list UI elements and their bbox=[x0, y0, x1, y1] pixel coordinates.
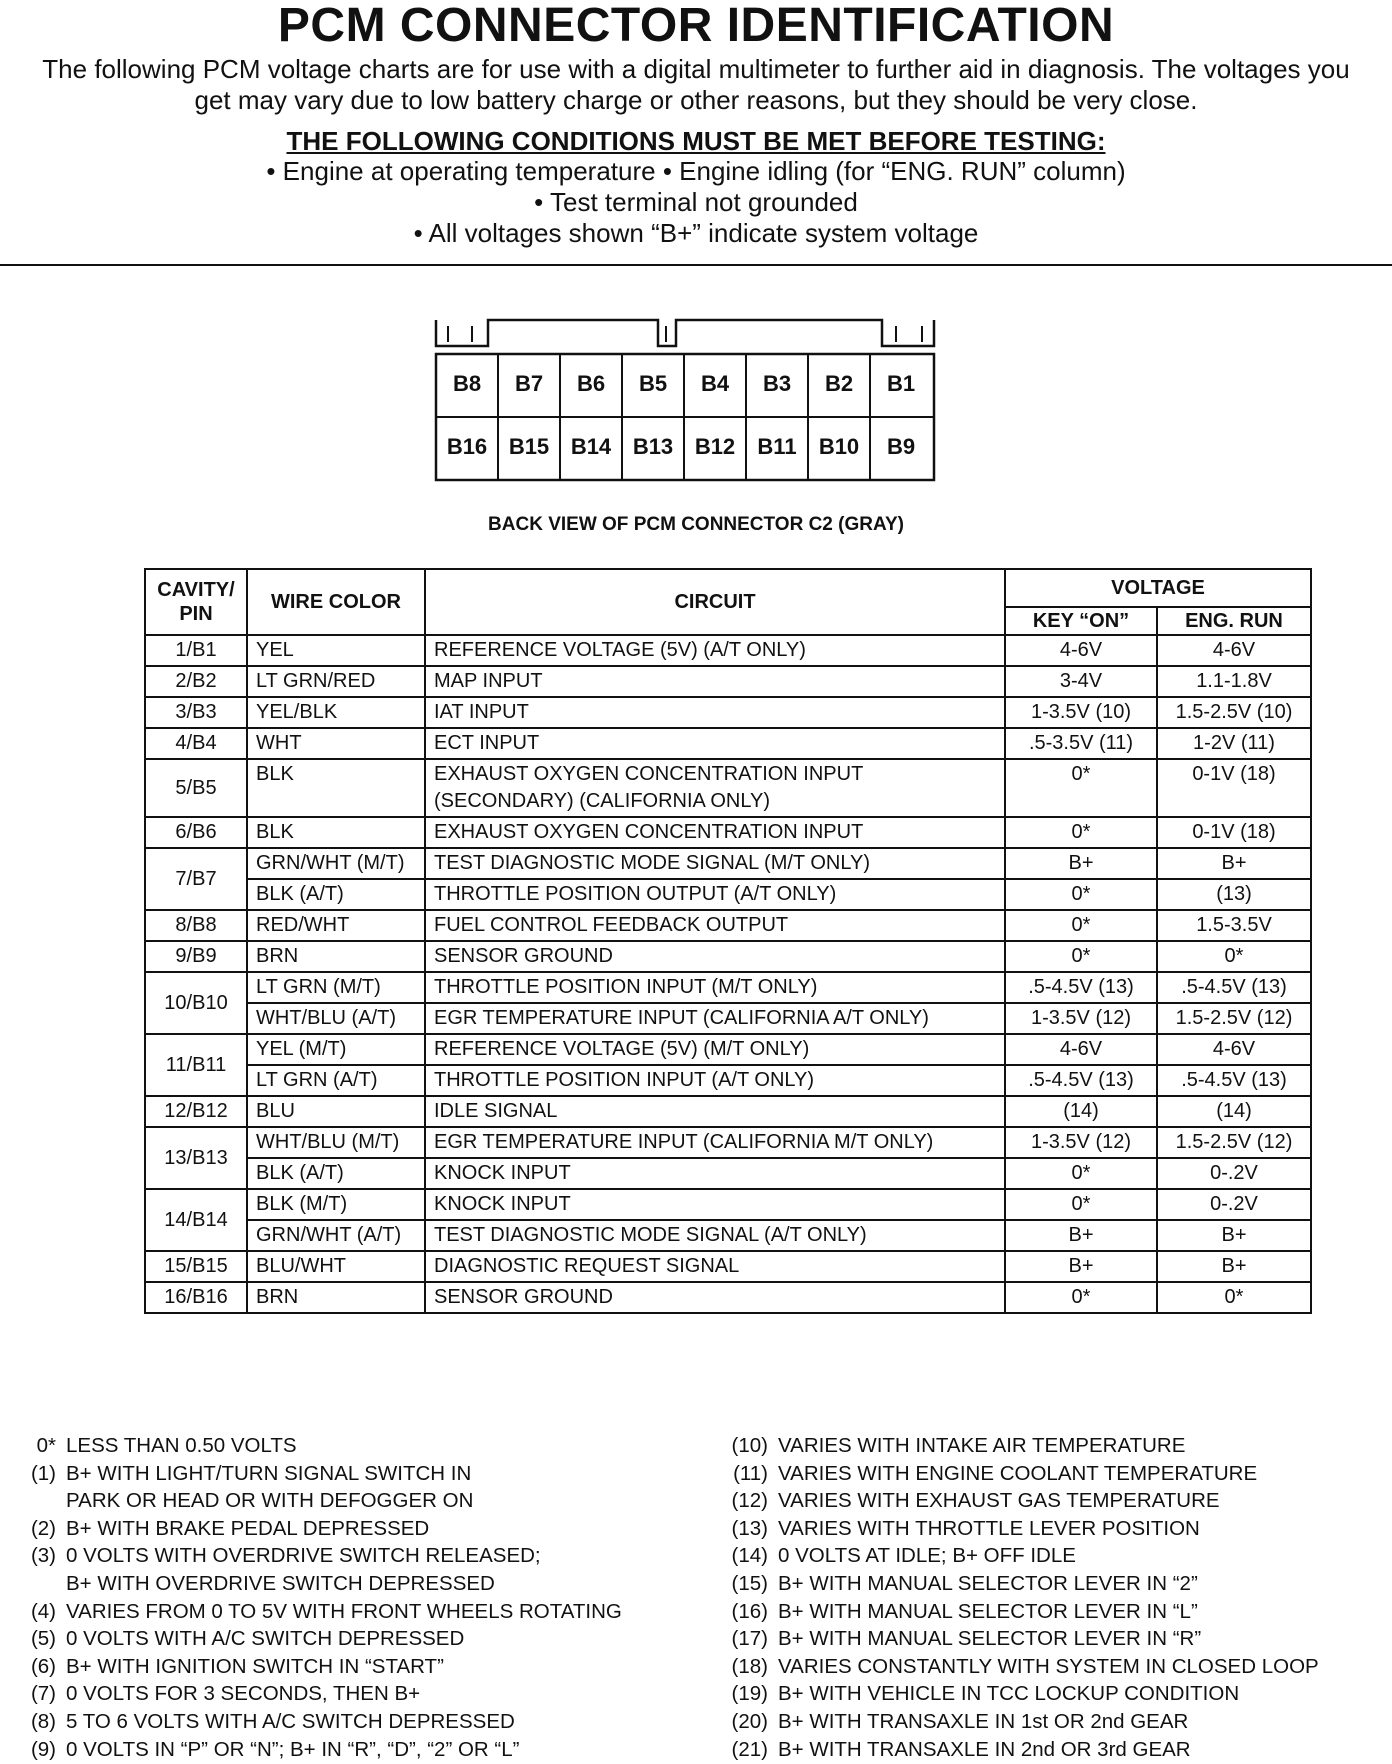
cell-eng-run: (13) bbox=[1157, 879, 1311, 910]
cell-pin: 11/B11 bbox=[145, 1034, 247, 1096]
table-row bbox=[145, 910, 1311, 941]
footnote bbox=[14, 1515, 694, 1543]
cell-key-on: 1-3.5V (10) bbox=[1005, 697, 1157, 728]
cell-wire-color: BLK (M/T) bbox=[247, 1189, 425, 1220]
connector-pin: B7 bbox=[514, 371, 544, 396]
circuit-line: REFERENCE VOLTAGE (5V) (M/T ONLY) bbox=[434, 1038, 810, 1060]
cell-eng-run: 0-.2V bbox=[1157, 1158, 1311, 1189]
circuit-line: DIAGNOSTIC REQUEST SIGNAL bbox=[434, 1255, 740, 1277]
footnote-number: (11) bbox=[733, 1461, 768, 1485]
footnote bbox=[726, 1598, 1386, 1626]
circuit-line: EGR TEMPERATURE INPUT (CALIFORNIA A/T ONLY) bbox=[434, 1007, 929, 1029]
table-row bbox=[145, 728, 1311, 759]
footnote-text: 0 VOLTS IN “P” OR “N”; B+ IN “R”, “D”, “2” OR “L” bbox=[66, 1737, 520, 1761]
connector-pin: B3 bbox=[762, 371, 792, 396]
footnote-text: VARIES WITH INTAKE AIR TEMPERATURE bbox=[778, 1434, 1186, 1457]
cell-eng-run: B+ bbox=[1157, 848, 1311, 879]
footnote-number: (16) bbox=[731, 1599, 768, 1623]
cell-circuit bbox=[425, 910, 1005, 941]
circuit-line: (SECONDARY) (CALIFORNIA ONLY) bbox=[434, 790, 770, 812]
footnote-number: (12) bbox=[731, 1489, 768, 1513]
cell-eng-run: 1-2V (11) bbox=[1157, 728, 1311, 759]
pcm-voltage-table bbox=[144, 568, 1312, 1314]
circuit-line: FUEL CONTROL FEEDBACK OUTPUT bbox=[434, 914, 789, 936]
cell-key-on: 0* bbox=[1005, 879, 1157, 910]
cell-eng-run: 1.5-2.5V (12) bbox=[1157, 1127, 1311, 1158]
footnote-text: B+ WITH MANUAL SELECTOR LEVER IN “2” bbox=[778, 1571, 1198, 1595]
table-row bbox=[145, 1096, 1311, 1127]
footnote-number: (4) bbox=[30, 1599, 56, 1623]
circuit-line: TEST DIAGNOSTIC MODE SIGNAL (A/T ONLY) bbox=[434, 1224, 867, 1246]
footnote-number: (5) bbox=[30, 1627, 56, 1651]
header-eng-run: ENG. RUN bbox=[1157, 607, 1311, 635]
cell-wire-color: GRN/WHT (A/T) bbox=[247, 1220, 425, 1251]
footnote-text: 5 TO 6 VOLTS WITH A/C SWITCH DEPRESSED bbox=[66, 1709, 515, 1733]
cell-eng-run: 1.5-2.5V (12) bbox=[1157, 1003, 1311, 1034]
cell-circuit bbox=[425, 848, 1005, 879]
circuit-line: TEST DIAGNOSTIC MODE SIGNAL (M/T ONLY) bbox=[434, 852, 870, 874]
footnote-number: (7) bbox=[30, 1682, 56, 1706]
cell-circuit bbox=[425, 1096, 1005, 1127]
cell-pin: 7/B7 bbox=[145, 848, 247, 910]
condition-line: • Engine at operating temperature • Engine idling (for “ENG. RUN” column) bbox=[266, 156, 1126, 186]
circuit-line: EGR TEMPERATURE INPUT (CALIFORNIA M/T ONLY) bbox=[434, 1131, 934, 1153]
footnote-number: (17) bbox=[731, 1627, 768, 1651]
connector-pin: B4 bbox=[700, 371, 730, 396]
cell-circuit bbox=[425, 1127, 1005, 1158]
footnote-number: (1) bbox=[30, 1461, 56, 1485]
table-row bbox=[145, 879, 1311, 910]
footnote bbox=[726, 1708, 1386, 1736]
table-row bbox=[145, 1189, 1311, 1220]
footnote-text: VARIES WITH ENGINE COOLANT TEMPERATURE bbox=[778, 1461, 1258, 1485]
cell-circuit bbox=[425, 1251, 1005, 1282]
page-title: PCM CONNECTOR IDENTIFICATION bbox=[277, 0, 1115, 52]
table-row bbox=[145, 1003, 1311, 1034]
cell-pin: 15/B15 bbox=[145, 1251, 247, 1282]
connector-pin: B1 bbox=[886, 371, 916, 396]
footnote-number: (6) bbox=[30, 1654, 56, 1678]
table-row bbox=[145, 1158, 1311, 1189]
cell-pin: 2/B2 bbox=[145, 666, 247, 697]
cell-wire-color: LT GRN/RED bbox=[247, 666, 425, 697]
footnote bbox=[726, 1487, 1386, 1515]
circuit-line: IDLE SIGNAL bbox=[434, 1100, 558, 1122]
cell-pin: 9/B9 bbox=[145, 941, 247, 972]
cell-pin: 16/B16 bbox=[145, 1282, 247, 1313]
cell-pin: 4/B4 bbox=[145, 728, 247, 759]
footnote-number: (8) bbox=[30, 1709, 56, 1733]
footnotes-right bbox=[726, 1432, 1386, 1763]
cell-eng-run: 0-1V (18) bbox=[1157, 759, 1311, 817]
table-row bbox=[145, 635, 1311, 666]
cell-wire-color: BLK bbox=[247, 817, 425, 848]
header-voltage: VOLTAGE bbox=[1005, 569, 1311, 607]
cell-circuit bbox=[425, 1158, 1005, 1189]
cell-key-on: .5-4.5V (13) bbox=[1005, 972, 1157, 1003]
cell-wire-color: YEL/BLK bbox=[247, 697, 425, 728]
cell-eng-run: 0* bbox=[1157, 941, 1311, 972]
circuit-line: THROTTLE POSITION INPUT (A/T ONLY) bbox=[434, 1069, 815, 1091]
cell-eng-run: (14) bbox=[1157, 1096, 1311, 1127]
footnote bbox=[14, 1542, 694, 1570]
footnote-text: 0 VOLTS WITH A/C SWITCH DEPRESSED bbox=[66, 1627, 465, 1651]
header-circuit: CIRCUIT bbox=[425, 569, 1005, 635]
cell-circuit bbox=[425, 1065, 1005, 1096]
footnote-number: (18) bbox=[731, 1654, 768, 1678]
footnote-text: B+ WITH TRANSAXLE IN 1st OR 2nd GEAR bbox=[778, 1709, 1189, 1733]
connector-pin: B15 bbox=[508, 434, 550, 459]
cell-pin: 12/B12 bbox=[145, 1096, 247, 1127]
cell-key-on: 4-6V bbox=[1005, 635, 1157, 666]
cell-circuit bbox=[425, 972, 1005, 1003]
cell-circuit bbox=[425, 1003, 1005, 1034]
footnote-number: (15) bbox=[731, 1571, 768, 1595]
footnote bbox=[14, 1460, 694, 1488]
cell-eng-run: 1.5-2.5V (10) bbox=[1157, 697, 1311, 728]
cell-circuit bbox=[425, 1282, 1005, 1313]
cell-pin: 6/B6 bbox=[145, 817, 247, 848]
header-pin: CAVITY/ PIN bbox=[145, 569, 247, 635]
cell-wire-color: WHT/BLU (M/T) bbox=[247, 1127, 425, 1158]
condition-line: • All voltages shown “B+” indicate system voltage bbox=[413, 218, 979, 248]
footnote-text: B+ WITH VEHICLE IN TCC LOCKUP CONDITION bbox=[778, 1682, 1240, 1706]
table-row bbox=[145, 1282, 1311, 1313]
table-row bbox=[145, 666, 1311, 697]
cell-eng-run: 1.5-3.5V bbox=[1157, 910, 1311, 941]
cell-wire-color: BRN bbox=[247, 1282, 425, 1313]
cell-wire-color: WHT bbox=[247, 728, 425, 759]
cell-eng-run: 1.1-1.8V bbox=[1157, 666, 1311, 697]
footnote-text: 0 VOLTS AT IDLE; B+ OFF IDLE bbox=[778, 1544, 1076, 1568]
cell-wire-color: BLK bbox=[247, 759, 425, 817]
cell-key-on: 0* bbox=[1005, 759, 1157, 817]
cell-circuit bbox=[425, 728, 1005, 759]
cell-key-on: 0* bbox=[1005, 910, 1157, 941]
circuit-line: MAP INPUT bbox=[434, 670, 543, 692]
cell-key-on: 0* bbox=[1005, 1158, 1157, 1189]
cell-pin: 10/B10 bbox=[145, 972, 247, 1034]
circuit-line: EXHAUST OXYGEN CONCENTRATION INPUT bbox=[434, 763, 864, 785]
table-row bbox=[145, 759, 1311, 817]
footnote-number: (14) bbox=[731, 1544, 768, 1568]
footnote-text: 0 VOLTS WITH OVERDRIVE SWITCH RELEASED; bbox=[66, 1544, 541, 1568]
table-row bbox=[145, 972, 1311, 1003]
cell-wire-color: YEL (M/T) bbox=[247, 1034, 425, 1065]
footnote-number: (9) bbox=[30, 1737, 56, 1761]
cell-wire-color: BLK (A/T) bbox=[247, 1158, 425, 1189]
footnote-text: B+ WITH MANUAL SELECTOR LEVER IN “R” bbox=[778, 1627, 1202, 1651]
cell-key-on: .5-4.5V (13) bbox=[1005, 1065, 1157, 1096]
cell-wire-color: GRN/WHT (M/T) bbox=[247, 848, 425, 879]
cell-circuit bbox=[425, 817, 1005, 848]
connector-pin: B10 bbox=[818, 434, 860, 459]
circuit-line: ECT INPUT bbox=[434, 732, 540, 754]
condition-line: • Test terminal not grounded bbox=[534, 187, 858, 217]
footnote bbox=[14, 1432, 694, 1460]
cell-eng-run: B+ bbox=[1157, 1251, 1311, 1282]
cell-wire-color: RED/WHT bbox=[247, 910, 425, 941]
connector-pin: B13 bbox=[632, 434, 674, 459]
footnote-number: (13) bbox=[731, 1516, 768, 1540]
footnote bbox=[726, 1432, 1386, 1460]
cell-wire-color: BLU/WHT bbox=[247, 1251, 425, 1282]
footnote bbox=[14, 1653, 694, 1681]
cell-eng-run: 4-6V bbox=[1157, 1034, 1311, 1065]
intro-paragraph: The following PCM voltage charts are for use with a digital multimeter to further aid in diagnosis. The voltages you get may vary due to low battery charge or other reasons, but they should be very close. bbox=[42, 54, 1350, 115]
table-row bbox=[145, 1251, 1311, 1282]
footnote bbox=[14, 1487, 694, 1515]
cell-pin: 8/B8 bbox=[145, 910, 247, 941]
cell-circuit bbox=[425, 1034, 1005, 1065]
connector-pin: B8 bbox=[452, 371, 482, 396]
footnote-text: VARIES FROM 0 TO 5V WITH FRONT WHEELS ROTATING bbox=[66, 1599, 622, 1623]
cell-key-on: 3-4V bbox=[1005, 666, 1157, 697]
connector-pin: B6 bbox=[576, 371, 606, 396]
cell-wire-color: LT GRN (M/T) bbox=[247, 972, 425, 1003]
footnote bbox=[14, 1570, 694, 1598]
footnote-text: VARIES CONSTANTLY WITH SYSTEM IN CLOSED LOOP bbox=[778, 1654, 1319, 1678]
footnote-text: B+ WITH TRANSAXLE IN 2nd OR 3rd GEAR bbox=[778, 1737, 1191, 1761]
cell-eng-run: .5-4.5V (13) bbox=[1157, 972, 1311, 1003]
cell-eng-run: B+ bbox=[1157, 1220, 1311, 1251]
table-row bbox=[145, 941, 1311, 972]
footnote bbox=[14, 1625, 694, 1653]
cell-circuit bbox=[425, 666, 1005, 697]
footnote-number: (10) bbox=[731, 1434, 768, 1457]
circuit-line: IAT INPUT bbox=[434, 701, 529, 723]
circuit-line: SENSOR GROUND bbox=[434, 945, 613, 967]
cell-key-on: 0* bbox=[1005, 1189, 1157, 1220]
cell-circuit bbox=[425, 941, 1005, 972]
footnote-number: 0* bbox=[36, 1434, 56, 1457]
cell-key-on: 0* bbox=[1005, 817, 1157, 848]
table-row bbox=[145, 817, 1311, 848]
footnote-text: B+ WITH MANUAL SELECTOR LEVER IN “L” bbox=[778, 1599, 1198, 1623]
footnote-text: B+ WITH BRAKE PEDAL DEPRESSED bbox=[66, 1516, 430, 1540]
connector-pin: B14 bbox=[570, 434, 612, 459]
footnote bbox=[14, 1680, 694, 1708]
footnote bbox=[726, 1680, 1386, 1708]
footnote bbox=[726, 1625, 1386, 1653]
footnote bbox=[726, 1515, 1386, 1543]
circuit-line: THROTTLE POSITION INPUT (M/T ONLY) bbox=[434, 976, 818, 998]
cell-circuit bbox=[425, 1220, 1005, 1251]
footnote bbox=[726, 1542, 1386, 1570]
header-key-on: KEY “ON” bbox=[1005, 607, 1157, 635]
footnote bbox=[14, 1598, 694, 1626]
circuit-line: KNOCK INPUT bbox=[434, 1162, 571, 1184]
cell-key-on: B+ bbox=[1005, 848, 1157, 879]
cell-key-on: 4-6V bbox=[1005, 1034, 1157, 1065]
connector-pin: B16 bbox=[446, 434, 488, 459]
cell-key-on: 1-3.5V (12) bbox=[1005, 1127, 1157, 1158]
cell-circuit bbox=[425, 879, 1005, 910]
connector-pin: B2 bbox=[824, 371, 854, 396]
cell-pin: 13/B13 bbox=[145, 1127, 247, 1189]
cell-eng-run: .5-4.5V (13) bbox=[1157, 1065, 1311, 1096]
cell-wire-color: LT GRN (A/T) bbox=[247, 1065, 425, 1096]
footnote-number: (21) bbox=[731, 1737, 768, 1761]
connector-pin: B12 bbox=[694, 434, 736, 459]
footnote-text: VARIES WITH THROTTLE LEVER POSITION bbox=[778, 1516, 1200, 1540]
connector-pin: B5 bbox=[638, 371, 668, 396]
cell-key-on: B+ bbox=[1005, 1220, 1157, 1251]
circuit-line: REFERENCE VOLTAGE (5V) (A/T ONLY) bbox=[434, 639, 806, 661]
header-wire-color: WIRE COLOR bbox=[247, 569, 425, 635]
footnote-text: B+ WITH OVERDRIVE SWITCH DEPRESSED bbox=[66, 1571, 495, 1595]
cell-wire-color: BRN bbox=[247, 941, 425, 972]
footnote bbox=[726, 1570, 1386, 1598]
footnote-number: (20) bbox=[731, 1709, 768, 1733]
table-row bbox=[145, 697, 1311, 728]
connector-pin: B9 bbox=[886, 434, 916, 459]
divider bbox=[0, 264, 1392, 266]
circuit-line: THROTTLE POSITION OUTPUT (A/T ONLY) bbox=[434, 883, 837, 905]
cell-eng-run: 0* bbox=[1157, 1282, 1311, 1313]
footnote-number: (19) bbox=[731, 1682, 768, 1706]
cell-circuit bbox=[425, 1189, 1005, 1220]
footnote bbox=[14, 1708, 694, 1736]
table-row bbox=[145, 1034, 1311, 1065]
cell-key-on: 0* bbox=[1005, 1282, 1157, 1313]
footnote-number: (3) bbox=[30, 1544, 56, 1568]
table-row bbox=[145, 1127, 1311, 1158]
cell-pin: 14/B14 bbox=[145, 1189, 247, 1251]
footnote bbox=[14, 1736, 694, 1764]
cell-wire-color: YEL bbox=[247, 635, 425, 666]
cell-eng-run: 0-1V (18) bbox=[1157, 817, 1311, 848]
cell-key-on: B+ bbox=[1005, 1251, 1157, 1282]
cell-wire-color: BLU bbox=[247, 1096, 425, 1127]
table-row bbox=[145, 1065, 1311, 1096]
footnote bbox=[726, 1653, 1386, 1681]
footnote bbox=[726, 1736, 1386, 1764]
connector-pin: B11 bbox=[757, 434, 797, 459]
circuit-line: SENSOR GROUND bbox=[434, 1286, 613, 1308]
footnote-text: B+ WITH LIGHT/TURN SIGNAL SWITCH IN bbox=[66, 1461, 472, 1485]
cell-circuit bbox=[425, 697, 1005, 728]
cell-circuit bbox=[425, 635, 1005, 666]
footnotes-left bbox=[14, 1432, 694, 1763]
footnote-text: B+ WITH IGNITION SWITCH IN “START” bbox=[66, 1654, 444, 1678]
footnote-number: (2) bbox=[30, 1516, 56, 1540]
cell-wire-color: WHT/BLU (A/T) bbox=[247, 1003, 425, 1034]
circuit-line: KNOCK INPUT bbox=[434, 1193, 571, 1215]
cell-key-on: 0* bbox=[1005, 941, 1157, 972]
conditions-heading: THE FOLLOWING CONDITIONS MUST BE MET BEFORE TESTING: bbox=[286, 126, 1106, 156]
connector-caption: BACK VIEW OF PCM CONNECTOR C2 (GRAY) bbox=[488, 514, 904, 535]
footnote-text: 0 VOLTS FOR 3 SECONDS, THEN B+ bbox=[66, 1682, 421, 1706]
footnote-text: VARIES WITH EXHAUST GAS TEMPERATURE bbox=[778, 1489, 1220, 1513]
footnote-text: LESS THAN 0.50 VOLTS bbox=[66, 1434, 297, 1457]
footnote-text: PARK OR HEAD OR WITH DEFOGGER ON bbox=[66, 1489, 474, 1513]
cell-key-on: .5-3.5V (11) bbox=[1005, 728, 1157, 759]
cell-key-on: (14) bbox=[1005, 1096, 1157, 1127]
cell-pin: 5/B5 bbox=[145, 759, 247, 817]
cell-pin: 3/B3 bbox=[145, 697, 247, 728]
cell-pin: 1/B1 bbox=[145, 635, 247, 666]
cell-eng-run: 0-.2V bbox=[1157, 1189, 1311, 1220]
connector-diagram bbox=[434, 318, 938, 482]
cell-key-on: 1-3.5V (12) bbox=[1005, 1003, 1157, 1034]
cell-wire-color: BLK (A/T) bbox=[247, 879, 425, 910]
footnote bbox=[726, 1460, 1386, 1488]
table-row bbox=[145, 1220, 1311, 1251]
table-row bbox=[145, 848, 1311, 879]
circuit-line: EXHAUST OXYGEN CONCENTRATION INPUT bbox=[434, 821, 864, 843]
cell-circuit bbox=[425, 759, 1005, 817]
cell-eng-run: 4-6V bbox=[1157, 635, 1311, 666]
